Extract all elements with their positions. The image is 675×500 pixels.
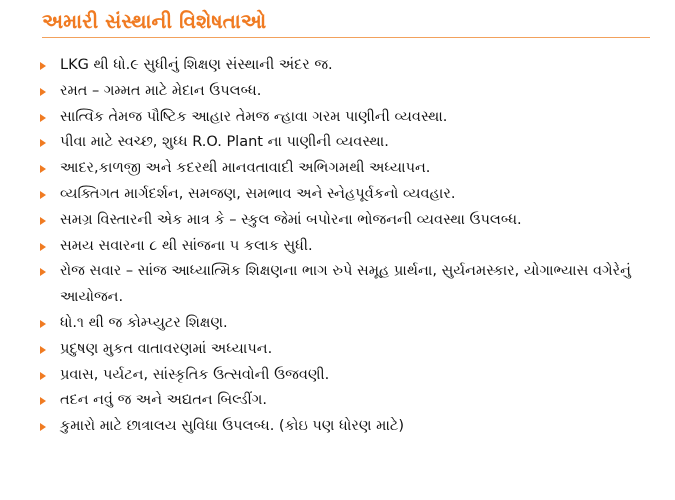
list-item-text: LKG થી ધો.૯ સુધીનું શિક્ષણ સંસ્થાની અંદર જ. <box>60 57 333 73</box>
triangle-bullet-icon <box>40 165 46 173</box>
list-item-text: કુમારો માટે છાત્રાલય સુવિધા ઉપલબ્ધ. (કોઇ પણ ધોરણ માટે) <box>60 418 404 435</box>
list-item <box>40 79 670 105</box>
list-item-text: સમગ્ર વિસ્તારની એક માત્ર કે – સ્કુલ જેમાં બપોરના ભોજનની વ્યવસ્થા ઉપલબ્ધ. <box>60 211 522 228</box>
features-list <box>40 53 670 440</box>
triangle-bullet-icon <box>40 88 46 96</box>
list-item-text: પીવા માટે સ્વચ્છ, શુધ્ધ R.O. Plant ના પાણીની વ્યવસ્થા. <box>60 134 389 151</box>
list-item-text: પ્રદુષણ મુકત વાતાવરણમાં અધ્યાપન. <box>60 340 273 357</box>
list-item-text: રમત – ગમ્મત માટે મેદાન ઉપલબ્ધ. <box>60 82 262 99</box>
list-item-text: સમય સવારના ૮ થી સાંજના ૫ કલાક સુધી. <box>60 237 313 254</box>
list-item-text: આદર,કાળજી અને કદરથી માનવતાવાદી અભિગમથી અધ્યાપન. <box>60 160 431 177</box>
list-item <box>40 156 670 182</box>
heading-divider <box>42 37 650 38</box>
triangle-bullet-icon <box>40 114 46 122</box>
triangle-bullet-icon <box>40 139 46 147</box>
list-item-text: ધો.૧ થી જ કોમ્પ્યુટર શિક્ષણ. <box>60 314 228 331</box>
list-item <box>40 337 670 363</box>
list-item <box>40 130 670 156</box>
triangle-bullet-icon <box>40 243 46 251</box>
list-item <box>40 388 670 414</box>
list-item <box>40 234 670 260</box>
triangle-bullet-icon <box>40 268 46 276</box>
triangle-bullet-icon <box>40 62 46 70</box>
list-item-text: તદન નવું જ અને અદ્યતન બિલ્ડીંગ. <box>60 392 267 409</box>
list-item-text: પ્રવાસ, પર્યટન, સાંસ્કૃતિક ઉત્સવોની ઉજવણી. <box>60 366 330 383</box>
list-item <box>40 311 670 337</box>
list-item <box>40 414 670 440</box>
list-item <box>40 259 665 311</box>
list-item <box>40 105 670 131</box>
list-item <box>40 53 670 79</box>
triangle-bullet-icon <box>40 217 46 225</box>
list-item-text: સાત્વિક તેમજ પૌષ્ટિક આહાર તેમજ ન્હાવા ગરમ પાણીની વ્યવસ્થા. <box>60 108 448 125</box>
list-item-text: વ્યક્તિગત માર્ગદર્શન, સમજણ, સમભાવ અને સ્નેહપૂર્વકનો વ્યવહાર. <box>60 185 456 202</box>
triangle-bullet-icon <box>40 372 46 380</box>
triangle-bullet-icon <box>40 346 46 354</box>
page-heading: અમારી સંસ્થાની વિશેષતાઓ <box>42 9 267 33</box>
triangle-bullet-icon <box>40 423 46 431</box>
triangle-bullet-icon <box>40 191 46 199</box>
triangle-bullet-icon <box>40 397 46 405</box>
list-item <box>40 208 670 234</box>
list-item-text: રોજ સવાર – સાંજ આધ્યાત્મિક શિક્ષણના ભાગ રુપે સમૂહ પ્રાર્થના, સુર્યનમસ્કાર, યોગાભ્યાસ વગેરેનું આયોજન. <box>60 263 631 306</box>
list-item <box>40 182 670 208</box>
list-item <box>40 363 670 389</box>
triangle-bullet-icon <box>40 320 46 328</box>
